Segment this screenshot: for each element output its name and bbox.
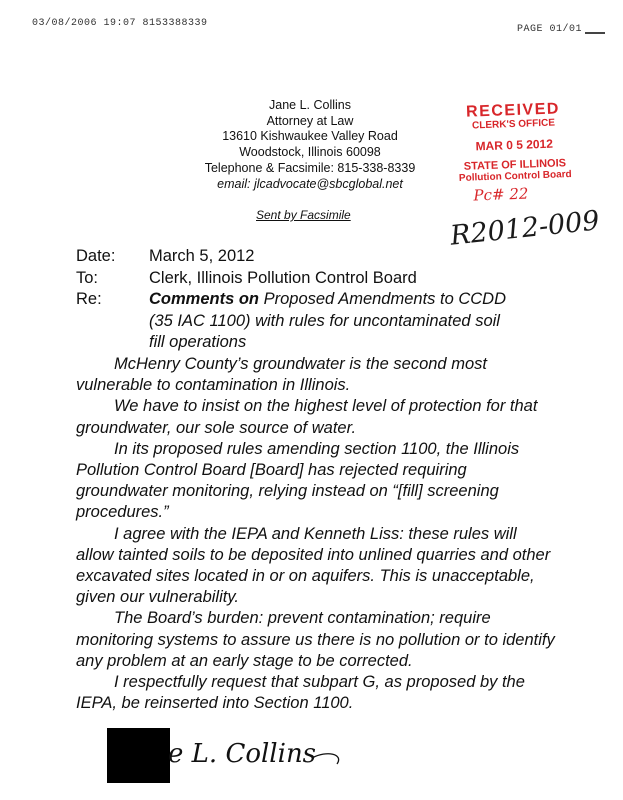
stamp-date: MAR 0 5 2012 [475, 136, 554, 154]
to-label: To: [76, 268, 99, 287]
body-paragraph: I respectfully request that subpart G, as proposed by the IEPA, be reinserted into Section 1100. [76, 673, 525, 713]
sent-by-facsimile-note: Sent by Facsimile [256, 208, 351, 222]
email: email: jlcadvocate@sbcglobal.net [217, 176, 403, 191]
body-paragraph: McHenry County’s groundwater is the second most vulnerable to contamination in Illinois. [76, 355, 487, 395]
stamp-state: STATE OF ILLINOIS [463, 157, 567, 173]
letter-body [76, 354, 556, 714]
redaction-box [107, 728, 170, 783]
stamp-handwritten-note: Pc# 22 [473, 184, 529, 205]
re-lead: Comments on [149, 290, 260, 308]
body-paragraph: We have to insist on the highest level of protection for that groundwater, our sole source of water. [76, 397, 538, 437]
fax-transmission-header [0, 14, 623, 34]
received-stamp [450, 101, 578, 205]
fax-header-page: PAGE 01/01 [517, 24, 583, 35]
date-label: Date: [76, 247, 116, 265]
author-title: Attorney at Law [266, 113, 354, 128]
body-paragraph: In its proposed rules amending section 1100, the Illinois Pollution Control Board [Board] has rejected requiring groundwater monitoring, relying instead on “[fill] screening procedures.” [76, 439, 520, 522]
body-paragraph: The Board’s burden: prevent contamination; require monitoring systems to assure us there is no pollution or to identify any problem at an early stage to be corrected. [76, 609, 555, 670]
handwritten-signature [162, 728, 362, 783]
body-paragraph: I agree with the IEPA and Kenneth Liss: these rules will allow tainted soils to be deposited into unlined quarries and other excavated sites located in or on aquifers. This is unacceptable, given our vulnerability. [76, 524, 551, 607]
to-value: Clerk, Illinois Pollution Control Board [149, 268, 417, 287]
signature-text: e L. Collins [168, 739, 317, 769]
fax-header-left: 03/08/2006 19:07 8153388339 [32, 18, 208, 29]
re-line-2: (35 IAC 1100) with rules for uncontaminated soil [149, 311, 500, 330]
re-row [76, 289, 596, 354]
re-label: Re: [76, 290, 102, 308]
address-street: 13610 Kishwaukee Valley Road [222, 129, 398, 144]
re-line-1 [149, 289, 596, 311]
docket-number-handwritten: R2012-009 [448, 205, 601, 252]
address-city: Woodstock, Illinois 60098 [239, 145, 381, 160]
fax-header-dash [585, 32, 605, 34]
stamp-received: RECEIVED [465, 100, 561, 121]
stamp-board: Pollution Control Board [458, 169, 572, 184]
re-line-3: fill operations [149, 333, 247, 351]
date-value: March 5, 2012 [149, 247, 255, 265]
date-row [76, 246, 596, 268]
re-value [149, 289, 596, 354]
memo-header [76, 246, 596, 354]
stamp-office: CLERK'S OFFICE [471, 117, 556, 132]
re-line-1-text: Proposed Amendments to CCDD [259, 290, 507, 308]
author-name: Jane L. Collins [269, 98, 351, 112]
telephone: Telephone & Facsimile: 815-338-8339 [204, 160, 416, 175]
to-row [76, 268, 596, 290]
letterhead [180, 98, 440, 192]
signature-block [107, 728, 367, 788]
